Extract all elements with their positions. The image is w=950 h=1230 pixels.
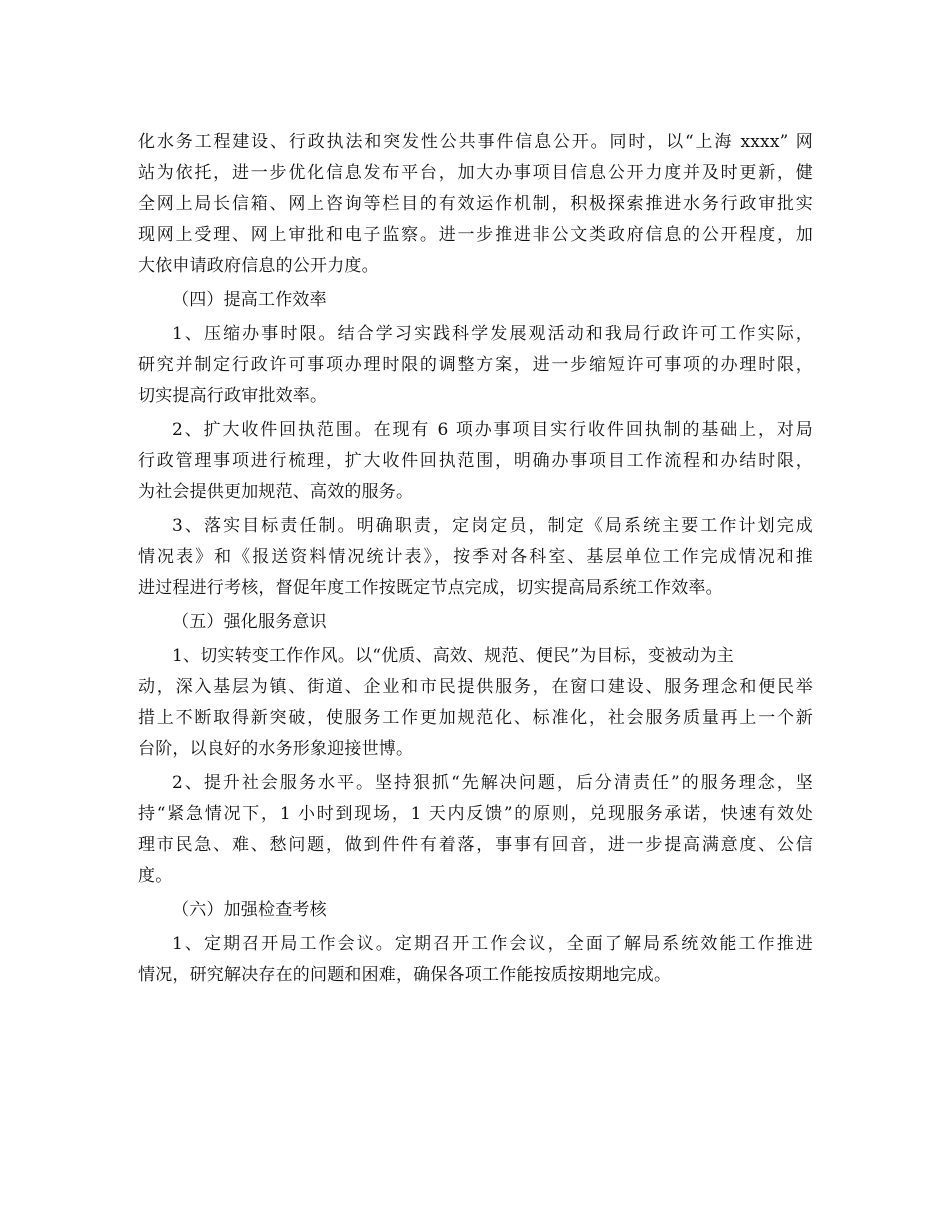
body-text-line: 台阶，以良好的水务形象迎接世博。: [138, 739, 414, 759]
section-heading-4: [138, 285, 813, 316]
body-text-line: 理市民急、难、愁问题，做到件件有着落，事事有回音，进一步提高满意度、公信: [138, 835, 813, 855]
section-heading: （六）加强检查考核: [172, 900, 327, 920]
section-heading-5: [138, 607, 813, 638]
paragraph-4-2: [138, 415, 813, 508]
body-text-line: 1、定期召开局工作会议。定期召开工作会议，全面了解局系统效能工作推进: [172, 934, 813, 954]
section-heading-6: [138, 895, 813, 926]
body-text-line: 度。: [138, 866, 173, 886]
paragraph-4-1: [138, 319, 813, 412]
paragraph-5-2: [138, 768, 813, 892]
document-body: [138, 127, 813, 994]
body-text-line: 大依申请政府信息的公开力度。: [138, 256, 379, 276]
paragraph-4-3: [138, 511, 813, 604]
body-text-line: 现网上受理、网上审批和电子监察。进一步推进非公文类政府信息的公开程度，加: [138, 225, 813, 245]
body-text-line: 3、落实目标责任制。明确职责，定岗定员，制定《局系统主要工作计划完成: [172, 516, 813, 536]
body-text-line: 情况，研究解决存在的问题和困难，确保各项工作能按质按期地完成。: [138, 965, 672, 985]
body-text-line: 为社会提供更加规范、高效的服务。: [138, 482, 414, 502]
body-text-line: 站为依托，进一步优化信息发布平台，加大办事项目信息公开力度并及时更新，健: [138, 163, 813, 183]
body-text-line: 2、提升社会服务水平。坚持狠抓“先解决问题，后分清责任”的服务理念，坚: [172, 773, 813, 793]
body-text-line: 全网上局长信箱、网上咨询等栏目的有效运作机制，积极探索推进水务行政审批实: [138, 194, 813, 214]
body-text-line: 2、扩大收件回执范围。在现有 6 项办事项目实行收件回执制的基础上，对局: [172, 420, 813, 440]
body-text-line: 1、切实转变工作作风。以“优质、高效、规范、便民”为目标，变被动为主: [172, 646, 734, 666]
section-heading: （五）强化服务意识: [172, 612, 327, 632]
body-text-line: 情况表》和《报送资料情况统计表》，按季对各科室、基层单位工作完成情况和推: [138, 547, 813, 567]
body-text-line: 进过程进行考核，督促年度工作按既定节点完成，切实提高局系统工作效率。: [138, 578, 723, 598]
paragraph-info-disclosure: [138, 127, 813, 282]
paragraph-6-1: [138, 929, 813, 991]
body-text-line: 措上不断取得新突破，使服务工作更加规范化、标准化，社会服务质量再上一个新: [138, 708, 813, 728]
body-text-line: 研究并制定行政许可事项办理时限的调整方案，进一步缩短许可事项的办理时限，: [138, 355, 813, 375]
body-text-line: 行政管理事项进行梳理，扩大收件回执范围，明确办事项目工作流程和办结时限，: [138, 451, 813, 471]
section-heading: （四）提高工作效率: [172, 290, 327, 310]
body-text-line: 持“紧急情况下，1 小时到现场，1 天内反馈”的原则，兑现服务承诺，快速有效处: [138, 804, 813, 824]
body-text-line: 化水务工程建设、行政执法和突发性公共事件信息公开。同时，以“上海 xxxx” 网: [138, 132, 813, 152]
body-text-line: 切实提高行政审批效率。: [138, 386, 328, 406]
body-text-line: 动，深入基层为镇、街道、企业和市民提供服务，在窗口建设、服务理念和便民举: [138, 677, 813, 697]
body-text-line: 1、压缩办事时限。结合学习实践科学发展观活动和我局行政许可工作实际，: [172, 324, 813, 344]
paragraph-5-1: [138, 641, 813, 765]
